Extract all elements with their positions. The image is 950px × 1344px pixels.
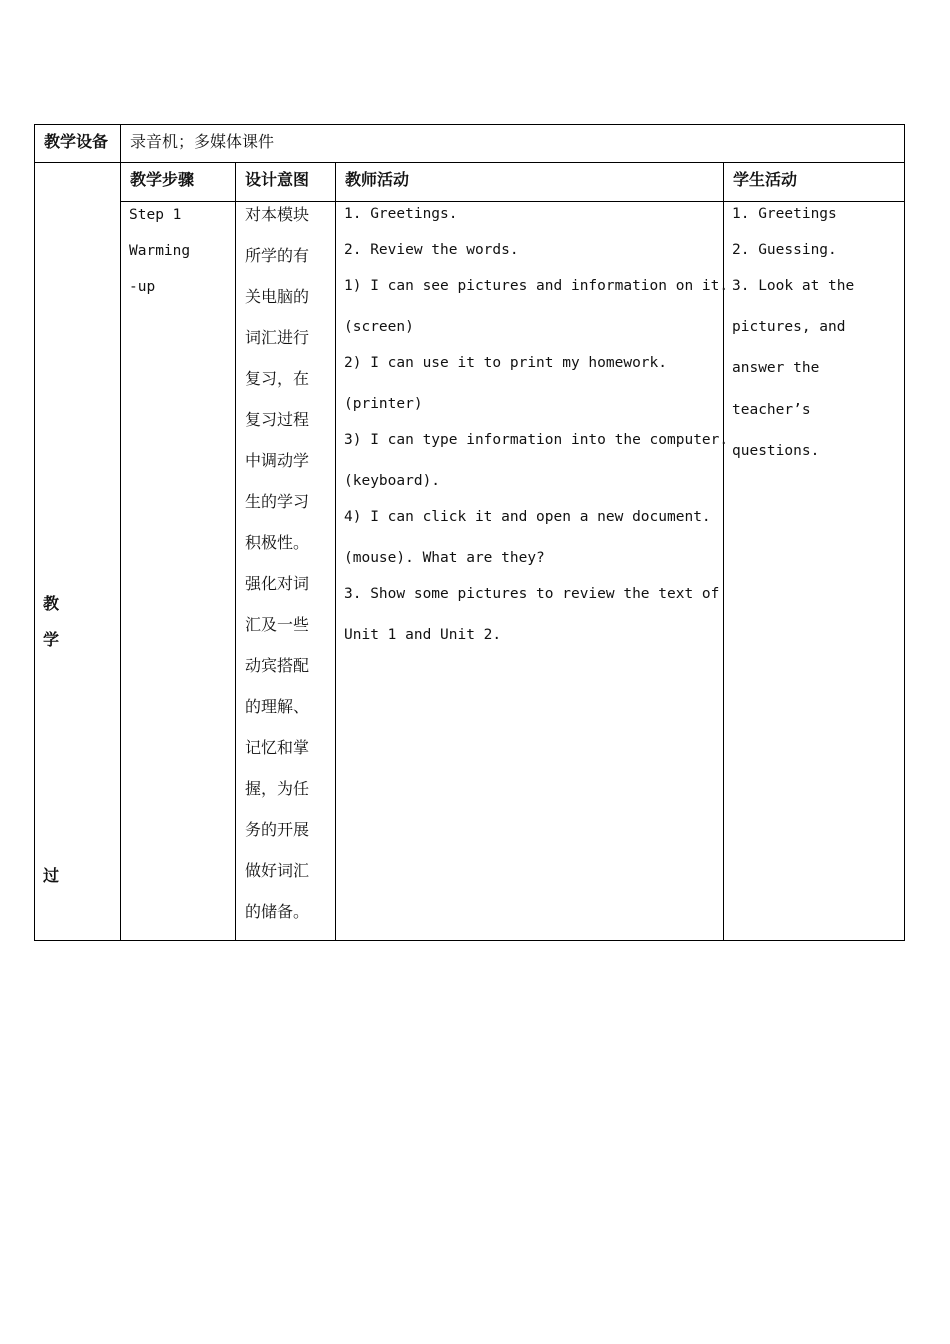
equipment-label: 教学设备 <box>44 132 109 151</box>
intent-line: 汇及一些 <box>245 615 310 634</box>
table-rule-row1 <box>34 162 905 163</box>
step-line: Warming <box>129 243 191 259</box>
header-steps: 教学步骤 <box>130 170 195 189</box>
table-border-right <box>904 124 905 941</box>
side-label-char-1: 教 <box>43 594 60 613</box>
teacher-line: 4) I can click it and open a new document. <box>344 509 711 525</box>
table-rule-header <box>120 201 905 202</box>
step-line: Step 1 <box>129 207 182 223</box>
table-border-left <box>34 124 35 941</box>
student-line: questions. <box>732 443 820 459</box>
teacher-line: (printer) <box>344 396 423 412</box>
intent-column <box>245 194 309 932</box>
teacher-line: Unit 1 and Unit 2. <box>344 627 502 643</box>
student-line: teacher’s <box>732 402 811 418</box>
step-column <box>129 197 190 305</box>
step-line: -up <box>129 279 156 295</box>
table-rule-col3 <box>335 162 336 941</box>
table-border-top <box>34 124 905 125</box>
intent-line: 所学的有 <box>245 246 310 265</box>
header-intent: 设计意图 <box>245 170 310 189</box>
student-line: 2. Guessing. <box>732 242 837 258</box>
intent-line: 中调动学 <box>245 451 310 470</box>
intent-line: 做好词汇 <box>245 861 310 880</box>
intent-line: 动宾搭配 <box>245 656 310 675</box>
intent-line: 复习，在 <box>245 369 310 388</box>
teacher-line: 1. Greetings. <box>344 206 458 222</box>
intent-line: 握，为任 <box>245 779 310 798</box>
intent-line: 关电脑的 <box>245 287 310 306</box>
intent-line: 生的学习 <box>245 492 310 511</box>
table-border-bottom <box>34 940 905 941</box>
side-label-char-3: 过 <box>43 866 60 885</box>
teacher-line: 2) I can use it to print my homework. <box>344 355 668 371</box>
teacher-line: (keyboard). <box>344 473 441 489</box>
student-line: pictures, and <box>732 319 846 335</box>
table-rule-col2 <box>235 162 236 941</box>
intent-line: 对本模块 <box>245 205 310 224</box>
teacher-line: 1) I can see pictures and information on it. <box>344 278 729 294</box>
teacher-line: (mouse). What are they? <box>344 550 545 566</box>
teacher-line: 2. Review the words. <box>344 242 519 258</box>
student-line: 1. Greetings <box>732 206 837 222</box>
table-rule-col1 <box>120 124 121 941</box>
intent-line: 强化对词 <box>245 574 310 593</box>
student-line: 3. Look at the <box>732 278 855 294</box>
intent-line: 词汇进行 <box>245 328 310 347</box>
equipment-value: 录音机；多媒体课件 <box>130 132 275 151</box>
teacher-line: 3. Show some pictures to review the text of <box>344 586 720 602</box>
side-label-char-2: 学 <box>43 630 60 649</box>
teacher-line: (screen) <box>344 319 414 335</box>
intent-line: 复习过程 <box>245 410 310 429</box>
header-teacher: 教师活动 <box>345 170 410 189</box>
student-line: answer the <box>732 360 820 376</box>
intent-line: 记忆和掌 <box>245 738 310 757</box>
intent-line: 务的开展 <box>245 820 310 839</box>
teacher-line: 3) I can type information into the computer. <box>344 432 729 448</box>
intent-line: 的理解、 <box>245 697 310 716</box>
intent-line: 积极性。 <box>245 533 310 552</box>
intent-line: 的储备。 <box>245 902 310 921</box>
header-student: 学生活动 <box>733 170 798 189</box>
